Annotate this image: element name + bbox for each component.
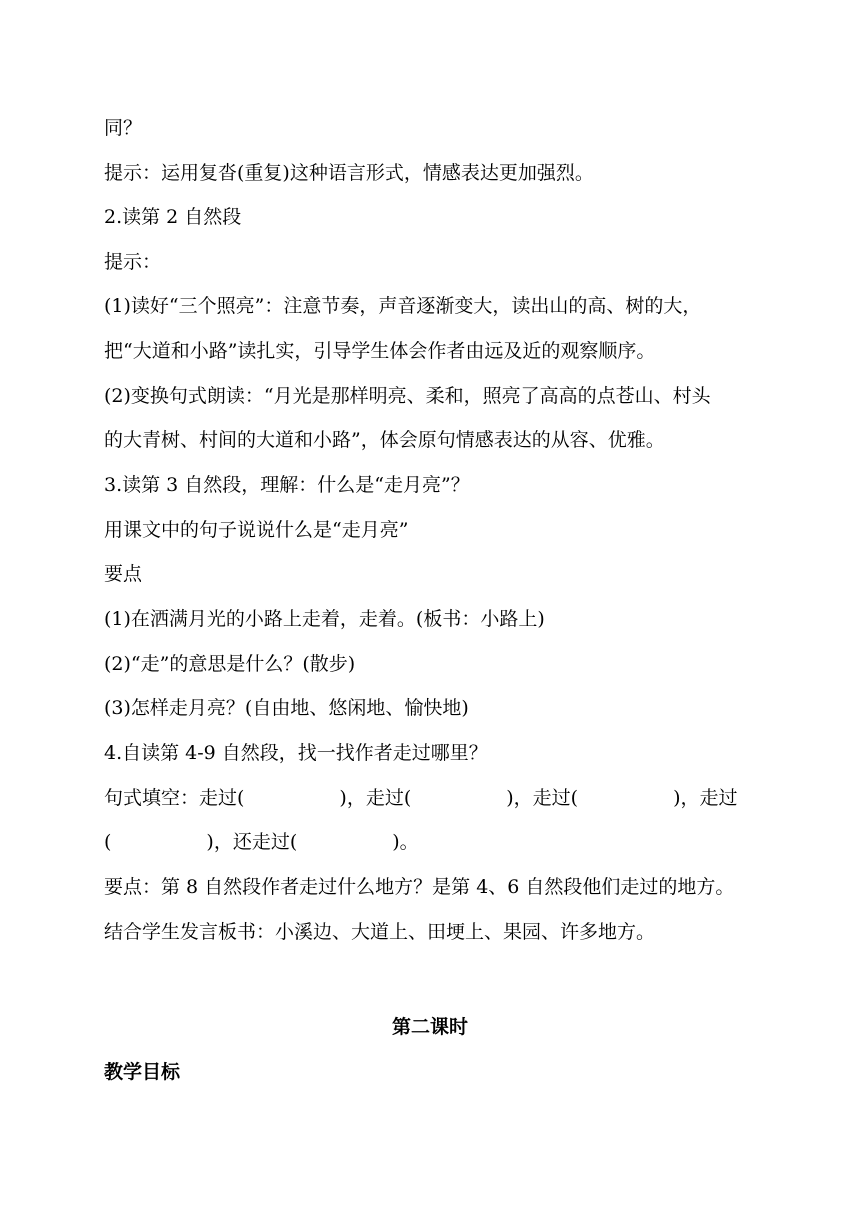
text-line: 4.自读第 4-9 自然段，找一找作者走过哪里？: [104, 742, 488, 764]
text-line: (2)“走”的意思是什么？(散步): [104, 653, 356, 675]
text-line: 的大青树、村间的大道和小路”，体会原句情感表达的从容、优雅。: [104, 429, 665, 451]
text-line: 句式填空：走过( )，走过( )，走过( )，走过: [104, 787, 738, 809]
text-line: 结合学生发言板书：小溪边、大道上、田埂上、果园、许多地方。: [104, 921, 656, 943]
text-line: (2)变换句式朗读：“月光是那样明亮、柔和，照亮了高高的点苍山、村头: [104, 385, 711, 407]
text-line: (3)怎样走月亮？(自由地、悠闲地、愉快地): [104, 697, 469, 719]
text-line: 要点：第 8 自然段作者走过什么地方？是第 4、6 自然段他们走过的地方。: [104, 876, 735, 898]
text-line: 同？: [104, 117, 143, 139]
text-line: 提示：: [104, 251, 162, 273]
text-line: 3.读第 3 自然段，理解：什么是“走月亮”？: [104, 474, 470, 496]
text-line: (1)在洒满月光的小路上走着，走着。(板书：小路上): [104, 608, 545, 630]
text-line: 2.读第 2 自然段: [104, 206, 242, 228]
text-line: ( )，还走过( )。: [104, 831, 419, 853]
section-subheading: 教学目标: [104, 1061, 181, 1083]
text-line: 用课文中的句子说说什么是“走月亮”: [104, 519, 409, 541]
text-line: (1)读好“三个照亮”：注意节奏，声音逐渐变大，读出山的高、树的大，: [104, 295, 702, 317]
text-line: 提示：运用复沓(重复)这种语言形式，情感表达更加强烈。: [104, 162, 594, 184]
section-title: 第二课时: [391, 1016, 468, 1038]
text-line: 要点: [104, 563, 143, 585]
text-line: 把“大道和小路”读扎实，引导学生体会作者由远及近的观察顺序。: [104, 340, 656, 362]
